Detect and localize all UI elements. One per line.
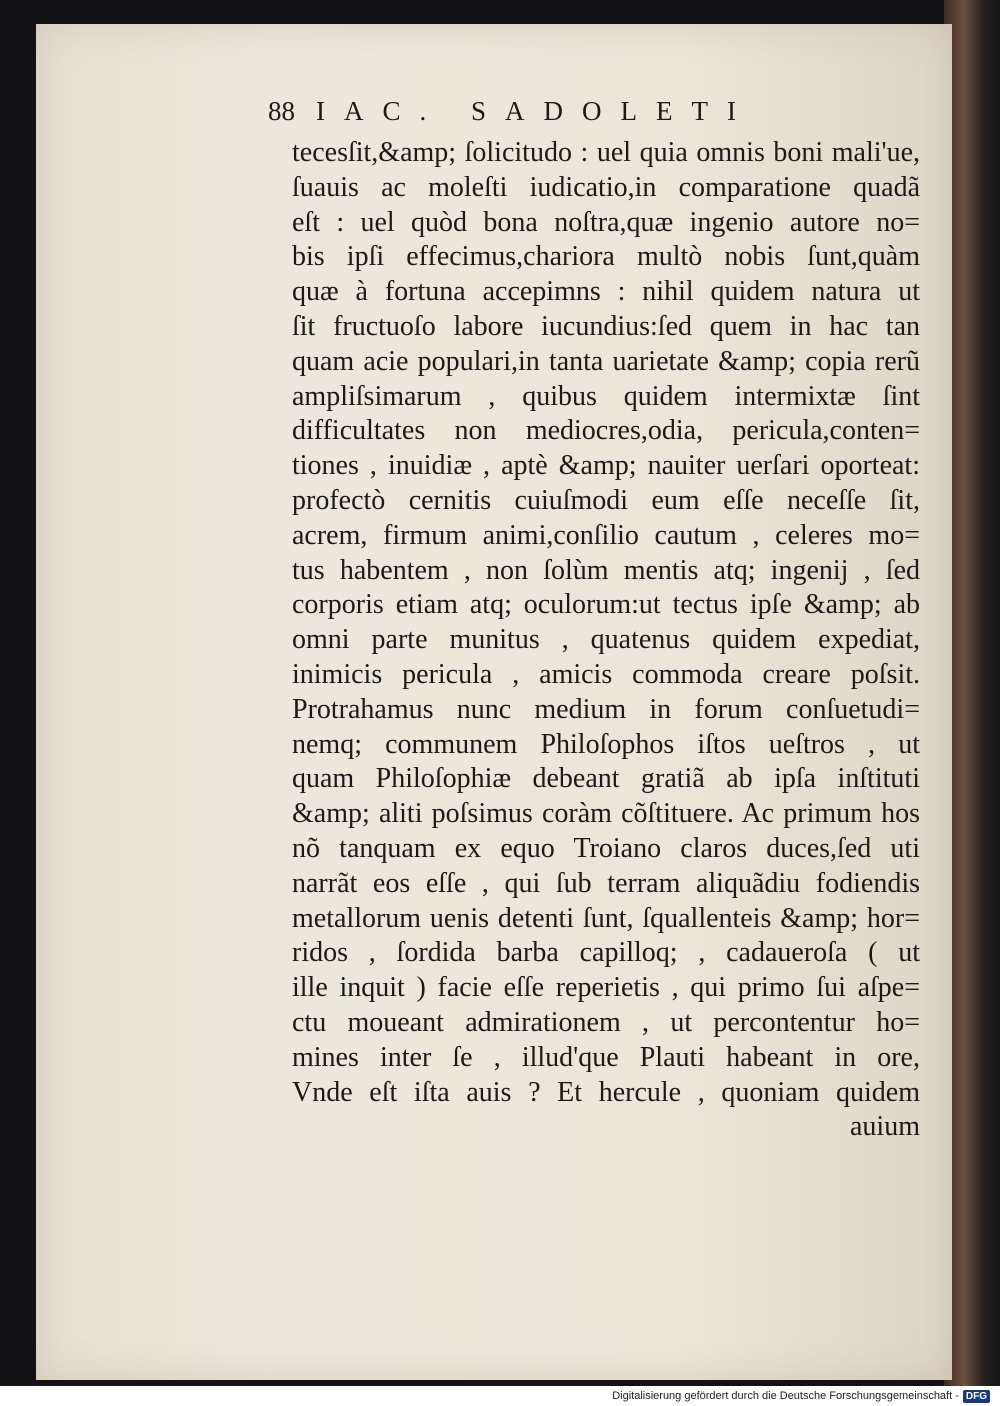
text-line: profectò cernitis cuiuſmodi eum eſſe neceſſe ſit, xyxy=(292,484,920,516)
text-block xyxy=(292,136,920,1145)
text-line: tiones , inuidiæ , aptè &amp; nauiter uerſari oporteat: xyxy=(292,450,920,482)
text-line: quæ à fortuna accepimns : nihil quidem natura ut xyxy=(292,276,920,308)
text-line: inimicis pericula , amicis commoda creare poſsit. xyxy=(292,658,920,690)
text-line: ſuauis ac moleſti iudicatio,in comparatione quadã xyxy=(292,171,920,203)
text-line: narrãt eos eſſe , qui ſub terram aliquãdiu fodiendis xyxy=(292,867,920,899)
footer-credit-text: Digitalisierung gefördert durch die Deutsche Forschungsgemeinschaft - xyxy=(612,1390,959,1402)
text-line: nemq; communem Philoſophos iſtos ueſtros , ut xyxy=(292,728,920,760)
catchword: auium xyxy=(850,1111,920,1143)
text-line: tus habentem , non ſolùm mentis atq; ingenij , ſed xyxy=(292,554,920,586)
text-line: omni parte munitus , quatenus quidem expediat, xyxy=(292,624,920,656)
text-line: eſt : uel quòd bona noſtra,quæ ingenio autore no= xyxy=(292,206,920,238)
text-line: ſit fructuoſo labore iucundius:ſed quem in hac tan xyxy=(292,310,920,342)
text-line: ridos , ſordida barba capilloq; , cadaueroſa ( ut xyxy=(292,937,920,969)
text-line: bis ipſi effecimus,chariora multò nobis ſunt,quàm xyxy=(292,241,920,273)
footer-bar xyxy=(0,1386,1000,1406)
text-line: tecesſit,&amp; ſolicitudo : uel quia omnis boni mali'ue, xyxy=(292,137,920,168)
text-line: corporis etiam atq; oculorum:ut tectus ipſe &amp; ab xyxy=(292,589,920,621)
text-line: ampliſsimarum , quibus quidem intermixtæ ſint xyxy=(292,380,920,412)
running-head-title: IAC. SADOLETI xyxy=(316,96,755,126)
page-content xyxy=(268,96,928,1145)
text-line: quam Philoſophiæ debeant gratiã ab ipſa inſtituti xyxy=(292,763,920,795)
text-line: difficultates non mediocres,odia, pericula,conten= xyxy=(292,415,920,447)
text-line: ctu moueant admirationem , ut percontentur ho= xyxy=(292,1006,920,1038)
text-line: Vnde eſt iſta auis ? Et hercule , quoniam quidem xyxy=(292,1076,920,1108)
dfg-logo[interactable]: DFG xyxy=(963,1390,990,1403)
text-line: metallorum uenis detenti ſunt, ſquallenteis &amp; hor= xyxy=(292,902,920,934)
text-line: acrem, firmum animi,conſilio cautum , celeres mo= xyxy=(292,519,920,551)
text-line: nõ tanquam ex equo Troiano claros duces,ſed uti xyxy=(292,832,920,864)
text-line: ille inquit ) facie eſſe reperietis , qui primo ſui aſpe= xyxy=(292,972,920,1004)
running-head xyxy=(268,96,928,136)
text-line: mines inter ſe , illud'que Plauti habeant in ore, xyxy=(292,1041,920,1073)
text-line: Protrahamus nunc medium in forum conſuetudi= xyxy=(292,693,920,725)
text-line: &amp; aliti poſsimus coràm cõſtituere. Ac primum hos xyxy=(292,798,920,830)
text-line: quam acie populari,in tanta uarietate &amp; copia rerũ xyxy=(292,345,920,377)
page-number: 88 xyxy=(268,96,295,126)
book-edge xyxy=(944,0,1000,1386)
